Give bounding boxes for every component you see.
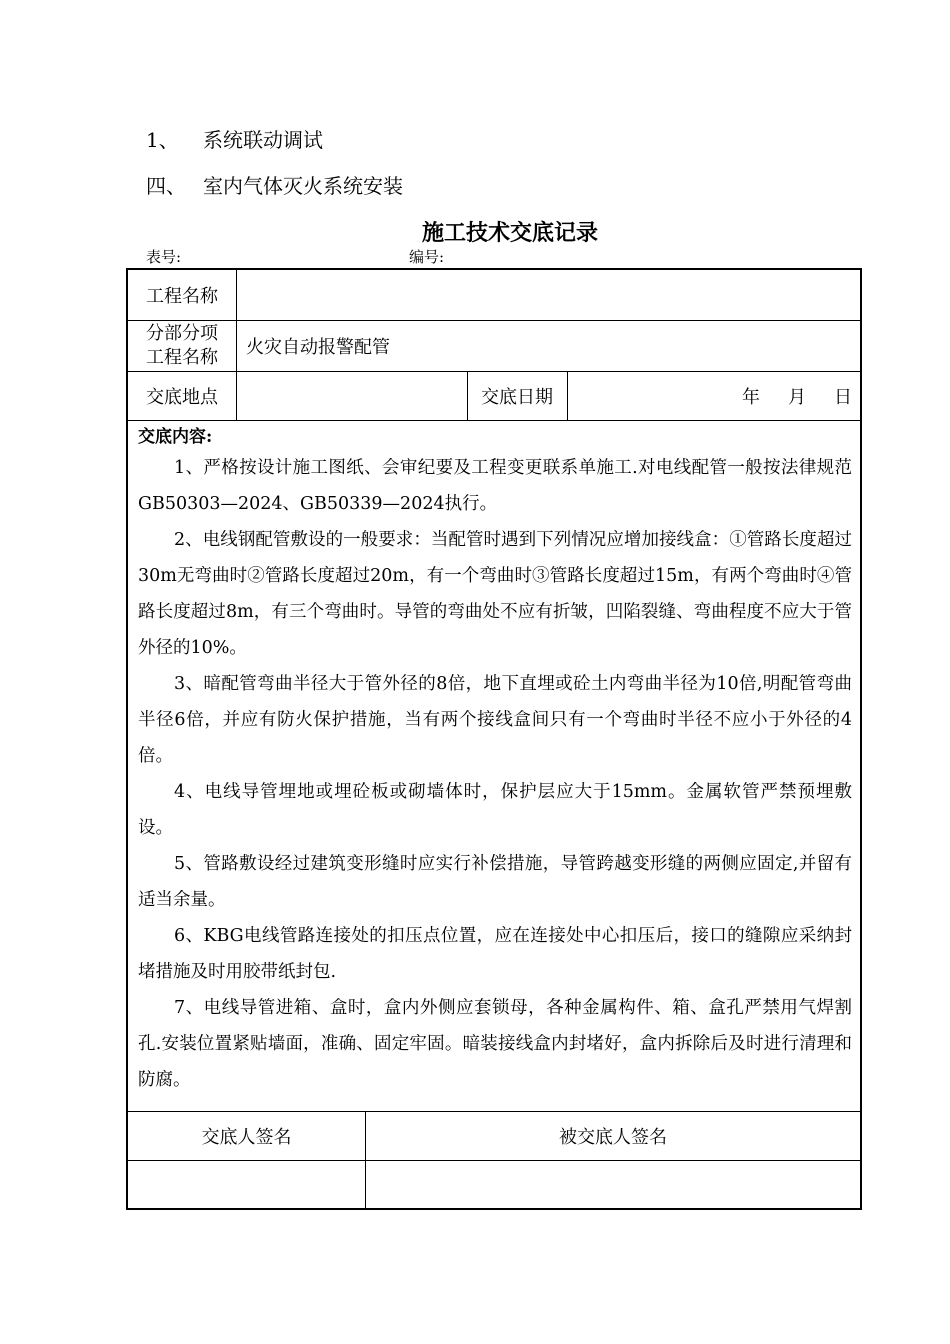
sub-project-value: 火灾自动报警配管 [246,336,390,358]
project-name-value [246,270,846,320]
content-paragraph: 1、严格按设计施工图纸、会审纪要及工程变更联系单施工.对电线配管一般按法律规范GB50303—2024、GB50339—2024执行。 [138,458,852,514]
sub-project-label [128,320,236,371]
receiver-signature-field[interactable] [366,1161,860,1208]
location-value [246,371,456,420]
column-divider [236,270,237,420]
sub-project-label-line2: 工程名称 [146,346,218,368]
table-number-label: 表号: [146,248,182,266]
project-name-label: 工程名称 [146,286,218,307]
content-paragraph: 5、管路敷设经过建筑变形缝时应实行补偿措施，导管跨越变形缝的两侧应固定,并留有适当余量。 [138,854,852,910]
receiver-label: 被交底人签名 [559,1126,667,1148]
disclosure-content [138,424,852,1098]
content-paragraph: 7、电线导管进箱、盒时，盒内外侧应套锁母，各种金属构件、箱、盒孔严禁用气焊割孔.安装位置紧贴墙面，准确、固定牢固。暗装接线盒内封堵好，盒内拆除后及时进行清理和防腐。 [138,998,852,1090]
content-paragraph: 4、电线导管埋地或埋砼板或砌墙体时，保护层应大于15mm。金属软管严禁预埋敷设。 [138,782,852,838]
signer-label: 交底人签名 [201,1126,292,1148]
heading-text: 室内气体灭火系统安装 [203,174,403,198]
content-paragraph: 3、暗配管弯曲半径大于管外径的8倍，地下直埋或砼土内弯曲半径为10倍,明配管弯曲半径6倍，并应有防火保护措施，当有两个接线盒间只有一个弯曲时半径不应小于外径的4倍。 [138,674,852,766]
date-month: 月 [788,386,806,408]
date-day: 日 [834,386,852,408]
content-title: 交底内容: [138,427,213,447]
heading-number: 1、 [146,128,179,152]
document-title: 施工技术交底记录 [421,220,598,246]
heading-text: 系统联动调试 [203,128,323,152]
sub-project-label-line1: 分部分项 [146,322,218,344]
signer-signature-field[interactable] [128,1161,365,1208]
location-label: 交底地点 [146,386,218,408]
code-number-label: 编号: [409,248,445,266]
disclosure-record-table [126,268,862,1210]
heading-number: 四、 [146,174,186,198]
date-value [568,371,854,420]
content-paragraph: 6、KBG电线管路连接处的扣压点位置，应在连接处中心扣压后，接口的缝隙应采纳封堵措施及时用胶带纸封包. [138,926,852,982]
date-year: 年 [742,386,760,408]
content-paragraph: 2、电线钢配管敷设的一般要求：当配管时遇到下列情况应增加接线盒：①管路长度超过30m无弯曲时②管路长度超过20m，有一个弯曲时③管路长度超过15m，有两个弯曲时④管路长度超过8m，有三个弯曲时。导管的弯曲处不应有折皱，凹陷裂缝、弯曲程度不应大于管外径的10%。 [138,530,852,658]
date-label: 交底日期 [481,386,553,408]
row-divider [128,420,860,421]
